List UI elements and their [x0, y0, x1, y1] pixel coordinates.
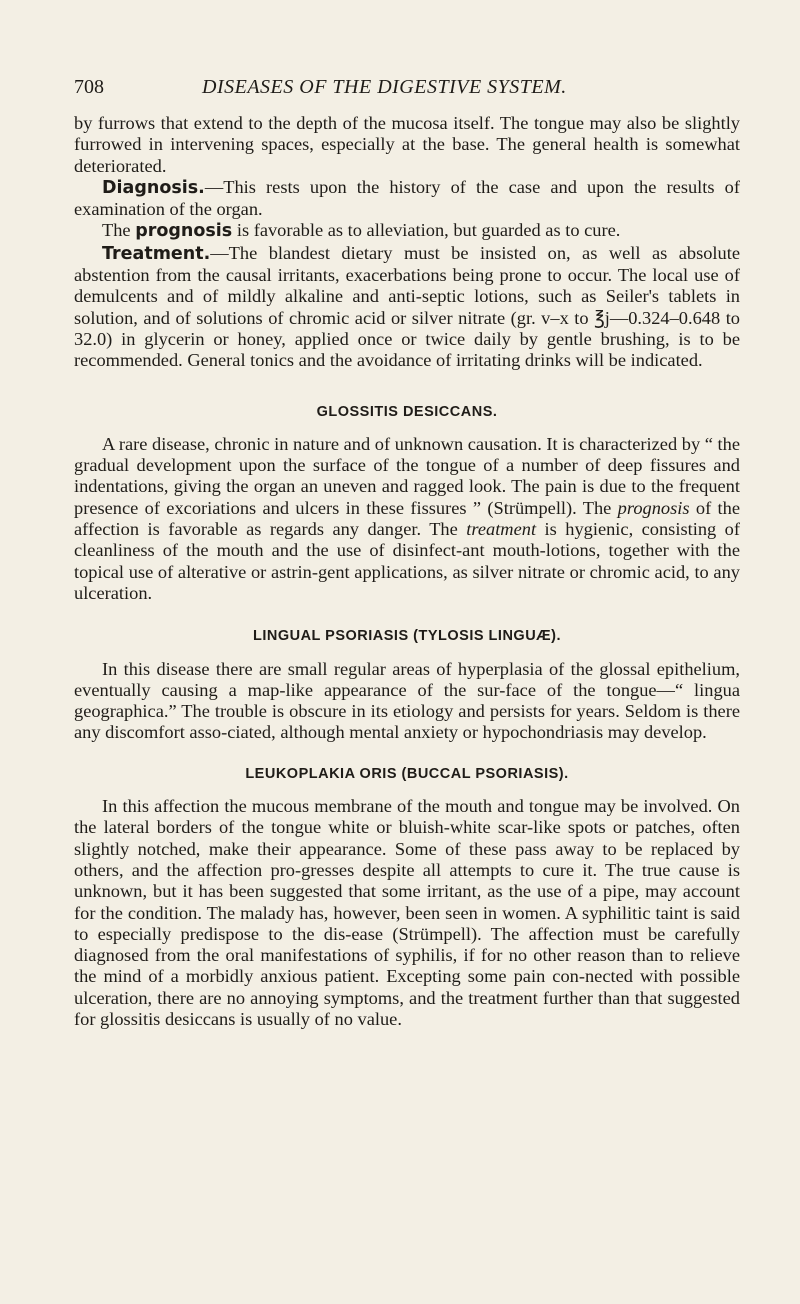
- section-heading-glossitis: GLOSSITIS DESICCANS.: [316, 403, 498, 420]
- intro-paragraph: by furrows that extend to the depth of the mucosa itself. The tongue may also be slightly furrowed in intervening spaces, especially at the base. The general health is somewhat deteriorated.: [74, 113, 740, 176]
- prognosis-after: is favorable as to alleviation, but guarded as to cure.: [232, 220, 621, 241]
- section-heading-leukoplakia: LEUKOPLAKIA ORIS (BUCCAL PSORIASIS).: [245, 765, 569, 782]
- treatment-paragraph: [74, 243, 740, 372]
- glossitis-prognosis-term: prognosis: [617, 497, 690, 518]
- treatment-label: Treatment.: [102, 243, 211, 264]
- glossitis-treatment-term: treatment: [466, 519, 537, 540]
- diagnosis-text: —This rests upon the history of the case and upon the results of examination of the organ.: [74, 176, 740, 220]
- leukoplakia-paragraph: In this affection the mucous membrane of the mouth and tongue may be involved. On the lateral borders of the tongue white or bluish-white scar-like spots or patches, often slightly notched, make their appearance. Some of these pass away to be replaced by others, and the affection pro-gresses despite all attempts to cure it. The true cause is unknown, but it has been suggested that some irritant, as the use of a pipe, may account for the condition. The malady has, however, been seen in women. A syphilitic taint is said to especially predispose to the dis-ease (Strümpell). The affection must be carefully diagnosed from the oral manifestations of syphilis, if for no other reason than to relieve the mind of a morbidly anxious patient. Excepting some pain con-nected with possible ulceration, there are no annoying symptoms, and the treatment further than that suggested for glossitis desiccans is usually of no value.: [74, 796, 740, 1029]
- diagnosis-paragraph: [74, 177, 740, 221]
- prognosis-label: prognosis: [135, 221, 233, 242]
- page-number: 708: [74, 76, 104, 98]
- running-head: [74, 76, 740, 100]
- glossitis-text-1: A rare disease, chronic in nature and of unknown causation. It is characterized by “ the gradual development upon the surface of the tongue of a number of deep fissures and indentations, giving the organ an uneven and ragged look. The pain is due to the frequent presence of excoriations and ulcers in these fissures ” (Strümpell). The: [74, 433, 740, 518]
- running-title: DISEASES OF THE DIGESTIVE SYSTEM.: [202, 76, 567, 98]
- prognosis-paragraph: [74, 220, 740, 242]
- section-heading-psoriasis: LINGUAL PSORIASIS (TYLOSIS LINGUÆ).: [252, 628, 562, 645]
- glossitis-text-3: is hygienic, consisting of cleanliness of the mouth and the use of disinfect-ant mouth-lotions, together with the topical use of alterative or astrin-gent applications, as silver nitrate or chromic acid, to any ulceration.: [74, 519, 740, 603]
- psoriasis-paragraph: In this disease there are small regular areas of hyperplasia of the glossal epithelium, eventually causing a map-like appearance of the sur-face of the tongue—“ lingua geographica.” The trouble is obscure in its etiology and persists for years. Seldom is there any discomfort asso-ciated, although mental anxiety or hypochondriasis may develop.: [74, 658, 740, 743]
- glossitis-text-2: of the affection is favorable as regards any danger. The: [74, 497, 740, 540]
- treatment-text: —The blandest dietary must be insisted on, as well as absolute abstention from the causal irritants, exacerbations being prone to occur. The local use of demulcents and of mildly alkaline and anti-septic lotions, such as Seiler's tablets in solution, and of solutions of chromic acid or silver nitrate (gr. v–x to ℥j—0.324–0.648 to 32.0) in glycerin or honey, applied once or twice daily by gentle brushing, is to be recommended. General tonics and the avoidance of irritating drinks will be indicated.: [74, 242, 740, 371]
- body-text: [74, 113, 740, 1030]
- prognosis-before: The: [102, 220, 136, 241]
- diagnosis-label: Diagnosis.: [102, 177, 205, 198]
- glossitis-paragraph: [74, 434, 740, 604]
